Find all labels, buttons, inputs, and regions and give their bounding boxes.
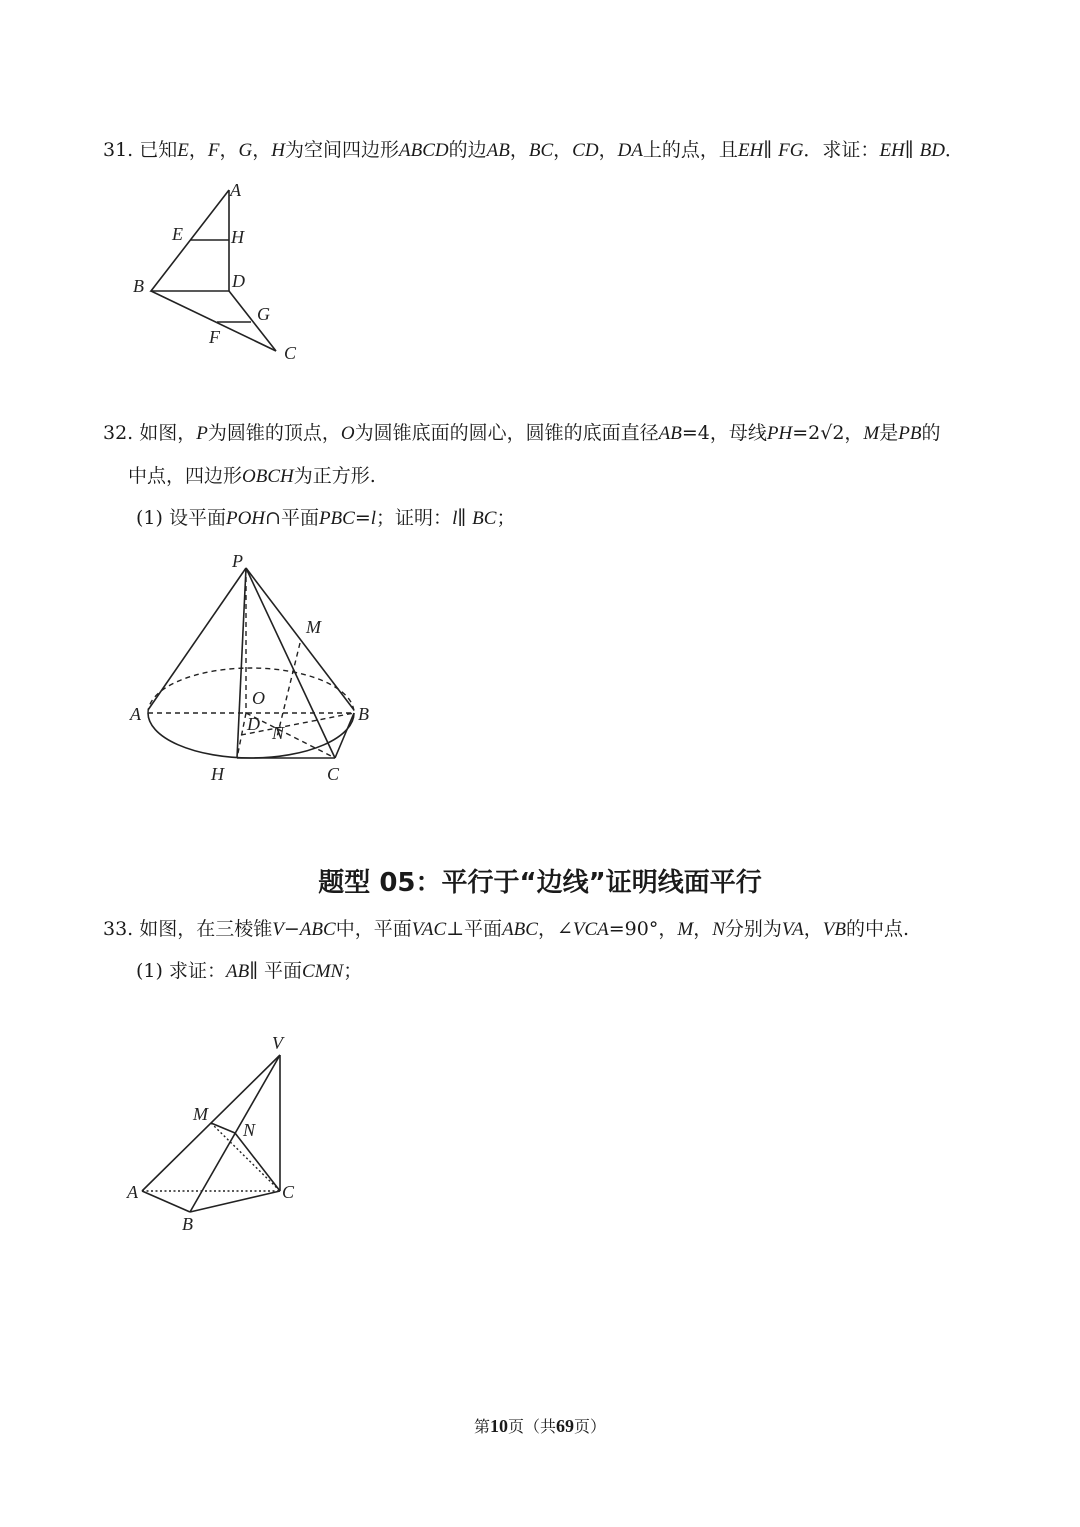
q33-label-B: B [182, 1214, 193, 1234]
text-run: ∥ [457, 507, 473, 529]
text-run: 上的点，且 [642, 139, 738, 161]
math-var: V [272, 919, 284, 940]
text-run: − [283, 918, 300, 940]
math-var: CD [572, 140, 599, 161]
text-run: ∥ [763, 139, 779, 161]
q31-label-C: C [284, 343, 297, 363]
math-var: G [238, 140, 253, 161]
math-var: FG [778, 140, 804, 161]
q31-label-D: D [232, 271, 245, 291]
math-var: OBCH [242, 466, 294, 487]
q31-figure [120, 178, 320, 368]
q31-label-E: E [172, 224, 183, 244]
q32-figure [125, 548, 395, 788]
math-var: M [863, 423, 880, 444]
q32-label-N: N [272, 723, 285, 743]
text-run: 33. 如图，在三棱锥 [103, 918, 273, 940]
math-var: VA [781, 919, 804, 940]
footer-suffix: 页） [574, 1417, 607, 1436]
text-run: ∩平面 [265, 507, 319, 529]
text-run: ， [598, 139, 618, 161]
text-run: ； [343, 960, 363, 982]
q33-label-V: V [272, 1033, 283, 1053]
text-run: 的 [921, 422, 941, 444]
q33-line2 [136, 958, 362, 985]
q32-label-B: B [358, 704, 369, 724]
q32-label-H: H [211, 764, 224, 784]
text-run: 为空间四边形 [285, 139, 400, 161]
math-var: VAC [411, 919, 447, 940]
math-var: CMN [302, 961, 344, 982]
q32-label-M: M [306, 617, 321, 637]
text-run: ，∠ [537, 918, 573, 940]
math-var: BC [528, 140, 554, 161]
section-heading: 题型 05：平行于“边线”证明线面平行 [318, 868, 762, 898]
text-run: 中点，四边形 [128, 465, 243, 487]
text-run: ∥ [904, 139, 920, 161]
text-run: 为正方形. [293, 465, 376, 487]
math-var: PH [766, 423, 793, 444]
text-run: 中，平面 [335, 918, 412, 940]
math-var: ABC [299, 919, 336, 940]
text-run: ， [188, 139, 208, 161]
q31-label-H: H [231, 227, 244, 247]
footer-mid: 页（共 [507, 1417, 556, 1436]
q31-line1 [103, 137, 964, 164]
page-footer [0, 1414, 1080, 1437]
text-run: ， [803, 918, 823, 940]
q32-line1 [103, 420, 941, 447]
math-var: VB [822, 919, 846, 940]
q32-label-A: A [130, 704, 141, 724]
math-var: F [207, 140, 220, 161]
math-var: AB [486, 140, 510, 161]
q31-label-B: B [133, 276, 144, 296]
text-run: ． [944, 139, 964, 161]
text-run: 的边 [448, 139, 487, 161]
text-run: ⊥平面 [446, 918, 503, 940]
q32-label-D: D [247, 714, 260, 734]
math-var: BD [919, 140, 945, 161]
math-var: AB [225, 961, 250, 982]
math-var: DA [617, 140, 643, 161]
footer-prefix: 第 [473, 1417, 490, 1436]
q32-label-O: O [252, 688, 265, 708]
math-var: l [452, 508, 458, 529]
text-run: ， [553, 139, 573, 161]
q33-label-M: M [193, 1104, 208, 1124]
q31-label-G: G [257, 304, 270, 324]
math-var: VCA [572, 919, 609, 940]
q31-label-A: A [230, 180, 241, 200]
text-run: ； [496, 507, 516, 529]
math-var: O [340, 423, 355, 444]
text-run: ．求证： [803, 139, 880, 161]
math-var: PBC [318, 508, 355, 529]
text-run: = [354, 507, 371, 529]
math-var: N [712, 919, 725, 940]
q32-line3 [136, 505, 515, 532]
footer-total-pages: 69 [556, 1416, 574, 1436]
q33-label-N: N [243, 1120, 256, 1140]
text-run: 分别为 [724, 918, 782, 940]
text-run: =4，母线 [681, 422, 767, 444]
text-run: 是 [879, 422, 899, 444]
footer-page-number: 10 [489, 1416, 508, 1436]
text-run: (1) 求证： [136, 960, 226, 982]
math-var: BC [472, 508, 497, 529]
q32-label-P: P [232, 551, 243, 571]
text-run: ， [693, 918, 713, 940]
q33-figure [120, 1030, 320, 1240]
text-run: ， [219, 139, 239, 161]
math-var: EH [879, 140, 905, 161]
math-var: PB [898, 423, 922, 444]
q33-label-A: A [127, 1182, 138, 1202]
text-run: 的中点. [845, 918, 910, 940]
q32-line2 [128, 463, 376, 490]
math-var: E [177, 140, 189, 161]
math-var: ABCD [399, 140, 449, 161]
math-var: POH [225, 508, 266, 529]
text-run: ， [252, 139, 272, 161]
math-var: P [196, 423, 208, 444]
math-var: AB [658, 423, 682, 444]
text-run: =90°， [608, 918, 678, 940]
text-run: 31. 已知 [103, 139, 178, 161]
q31-label-F: F [209, 327, 220, 347]
text-run: (1) 设平面 [136, 507, 226, 529]
text-run: ， [509, 139, 529, 161]
text-run: 为圆锥的顶点， [207, 422, 341, 444]
text-run: 为圆锥底面的圆心，圆锥的底面直径 [354, 422, 659, 444]
q33-line1 [103, 916, 909, 943]
math-var: EH [737, 140, 764, 161]
text-run: ；证明： [376, 507, 453, 529]
text-run: =2√2， [792, 422, 864, 444]
text-run: 32. 如图， [103, 422, 197, 444]
q33-label-C: C [282, 1182, 295, 1202]
math-var: M [677, 919, 694, 940]
math-var: H [271, 140, 285, 161]
q32-label-C: C [327, 764, 340, 784]
math-var: l [370, 508, 377, 529]
math-var: ABC [502, 919, 538, 940]
text-run: ∥ 平面 [249, 960, 303, 982]
